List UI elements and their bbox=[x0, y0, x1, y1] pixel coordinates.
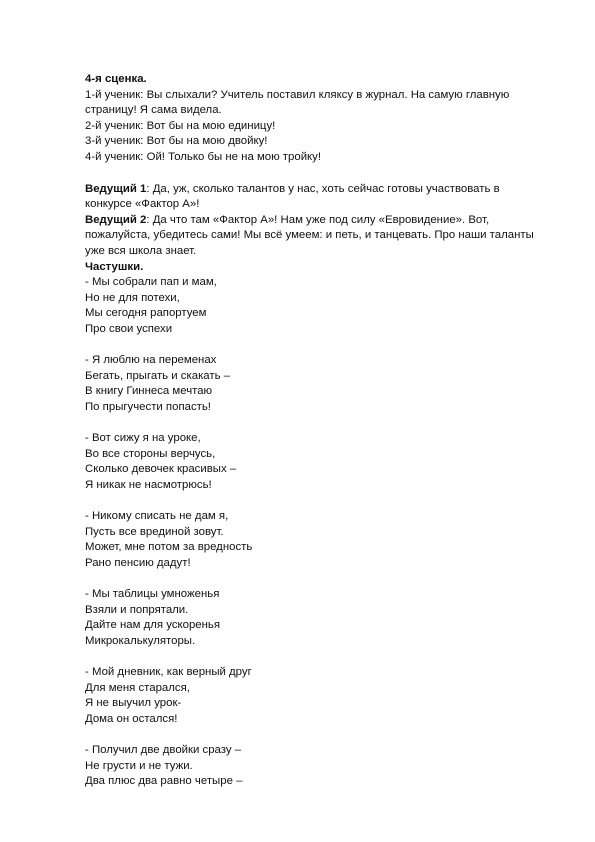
host2-label: Ведущий 2 bbox=[85, 213, 147, 226]
scene-line: 1-й ученик: Вы слыхали? Учитель поставил кляксу в журнал. На самую главную bbox=[85, 88, 510, 101]
verse-line: - Мой дневник, как верный друг bbox=[85, 665, 252, 678]
host2-paragraph bbox=[85, 213, 535, 229]
host2-text: : Да что там «Фактор А»! Нам уже под силу «Евровидение». Вот, bbox=[146, 213, 490, 226]
verse-line: Дома он остался! bbox=[85, 712, 178, 725]
verse-line: Мы сегодня рапортуем bbox=[85, 307, 207, 320]
verse-line: - Вот сижу я на уроке, bbox=[85, 432, 201, 445]
spacer bbox=[85, 727, 535, 743]
spacer bbox=[85, 649, 535, 665]
verse-line: Но не для потехи, bbox=[85, 291, 180, 304]
verse bbox=[85, 665, 535, 727]
document-page bbox=[85, 72, 535, 790]
host1-paragraph bbox=[85, 182, 535, 198]
host2-text-cont: пожалуйста, убедитесь сами! Мы всё умеем: и петь, и танцевать. Про наши таланты bbox=[85, 229, 534, 242]
host1-text-cont: конкурсе «Фактор А»! bbox=[85, 198, 200, 211]
verse-line: - Мы собрали пап и мам, bbox=[85, 276, 217, 289]
spacer bbox=[85, 166, 535, 182]
spacer bbox=[85, 415, 535, 431]
scene-line: 2-й ученик: Вот бы на мою единицу! bbox=[85, 119, 276, 132]
verse-line: - Получил две двойки сразу – bbox=[85, 743, 242, 756]
chastushki-title: Частушки. bbox=[85, 260, 144, 273]
verse-line: Сколько девочек красивых – bbox=[85, 463, 237, 476]
verse bbox=[85, 431, 535, 493]
host2-text-cont: уже вся школа знает. bbox=[85, 244, 197, 257]
verse-line: Для меня старался, bbox=[85, 681, 190, 694]
verse-line: Не грусти и не тужи. bbox=[85, 759, 193, 772]
scene-line: 3-й ученик: Вот бы на мою двойку! bbox=[85, 135, 268, 148]
scene-title: 4-я сценка. bbox=[85, 73, 147, 85]
verse-line: Бегать, прыгать и скакать – bbox=[85, 369, 231, 382]
verse-line: Про свои успехи bbox=[85, 322, 173, 335]
verse-line: В книгу Гиннеса мечтаю bbox=[85, 385, 213, 398]
spacer bbox=[85, 338, 535, 354]
host1-text: : Да, уж, сколько талантов у нас, хоть сейчас готовы участвовать в bbox=[146, 182, 500, 195]
verse-line: - Я люблю на переменах bbox=[85, 354, 217, 367]
verse-line: Микрокалькуляторы. bbox=[85, 634, 196, 647]
verse-line: Пусть все врединой зовут. bbox=[85, 525, 224, 538]
verse-line: Дайте нам для ускоренья bbox=[85, 619, 221, 632]
verse-line: Во все стороны верчусь, bbox=[85, 447, 216, 460]
scene-line: 4-й ученик: Ой! Только бы не на мою тройку! bbox=[85, 150, 322, 163]
verse-line: Два плюс два равно четыре – bbox=[85, 775, 243, 788]
verse-line: Я никак не насмотрюсь! bbox=[85, 478, 212, 491]
verse bbox=[85, 587, 535, 649]
scene-line: страницу! Я сама видела. bbox=[85, 104, 222, 117]
verse bbox=[85, 275, 535, 337]
verse bbox=[85, 743, 535, 790]
verse-line: Рано пенсию дадут! bbox=[85, 556, 191, 569]
verse-line: По прыгучести попасть! bbox=[85, 400, 211, 413]
verse-line: - Никому списать не дам я, bbox=[85, 510, 229, 523]
spacer bbox=[85, 571, 535, 587]
spacer bbox=[85, 493, 535, 509]
verse-line: Взяли и попрятали. bbox=[85, 603, 189, 616]
verse-line: Я не выучил урок- bbox=[85, 697, 182, 710]
verse bbox=[85, 353, 535, 415]
verse bbox=[85, 509, 535, 571]
verse-line: - Мы таблицы умноженья bbox=[85, 588, 220, 600]
host1-label: Ведущий 1 bbox=[85, 182, 147, 195]
verse-line: Может, мне потом за вредность bbox=[85, 541, 253, 554]
